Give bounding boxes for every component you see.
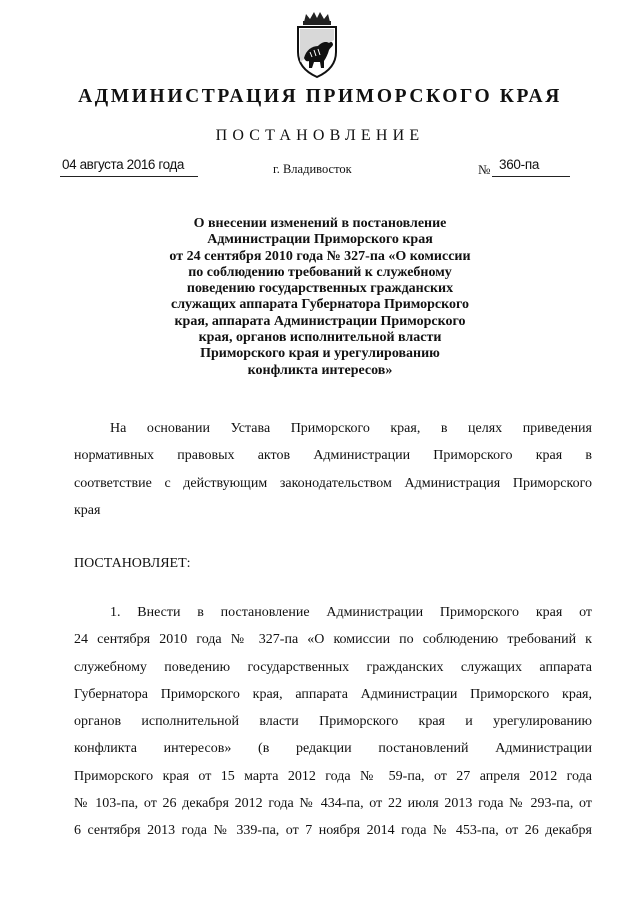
- paragraph-line: служебному поведению государственных гражданских служащих аппарата: [74, 659, 592, 675]
- heading-line: конфликта интересов»: [247, 362, 393, 378]
- heading-line: от 24 сентября 2010 года № 327-па «О комиссии: [169, 248, 471, 264]
- paragraph-line: На основании Устава Приморского края, в целях приведения: [110, 421, 592, 436]
- decree-word: ПОСТАНОВЛЯЕТ:: [74, 556, 191, 571]
- heading-line: края, аппарата Администрации Приморского: [174, 313, 466, 329]
- paragraph-line: края: [74, 502, 101, 518]
- heading-line: по соблюдению требований к служебному: [188, 264, 452, 280]
- paragraph-line: 24 сентября 2010 года № 327-па «О комиссии по соблюдению требований к: [74, 632, 592, 648]
- paragraph-line: № 103-па, от 26 декабря 2012 года № 434-па, от 22 июля 2013 года № 293-па, от: [74, 796, 592, 812]
- number-underline: [492, 176, 570, 177]
- heading-line: края, органов исполнительной власти: [198, 330, 442, 346]
- paragraph-line: конфликта интересов» (в редакции постановлений Администрации: [74, 741, 592, 757]
- heading-line: поведению государственных гражданских: [186, 281, 454, 297]
- coat-of-arms-icon: [286, 10, 348, 80]
- heading-line: Приморского края и урегулированию: [200, 346, 440, 362]
- paragraph-line: Губернатора Приморского края, аппарата Администрации Приморского края,: [74, 686, 592, 702]
- paragraph-line: Приморского края от 15 марта 2012 года № 59-па, от 27 апреля 2012 года: [74, 768, 592, 784]
- document-city: г. Владивосток: [273, 162, 352, 176]
- document-type: ПОСТАНОВЛЕНИЕ: [215, 127, 425, 144]
- paragraph-line: 6 сентября 2013 года № 339-па, от 7 ноября 2014 года № 453-па, от 26 декабря: [74, 823, 592, 839]
- heading-line: служащих аппарата Губернатора Приморского: [170, 297, 469, 313]
- heading-line: О внесении изменений в постановление: [193, 216, 447, 231]
- heading-line: Администрации Приморского края: [207, 232, 433, 248]
- paragraph-line: 1. Внести в постановление Администрации Приморского края от: [110, 605, 592, 620]
- number-sign: №: [478, 162, 491, 177]
- preamble-paragraph: [74, 415, 592, 524]
- paragraph-line: соответствие с действующим законодательством Администрация Приморского: [74, 475, 592, 491]
- document-heading: [120, 216, 520, 379]
- paragraph-line: нормативных правовых актов Администрации Приморского края в: [74, 448, 592, 464]
- paragraph-line: органов исполнительной власти Приморского края и урегулированию: [74, 714, 592, 730]
- clause-1-paragraph: [74, 599, 592, 845]
- document-number: 360-па: [499, 157, 540, 172]
- date-underline: [60, 176, 198, 177]
- document-date: 04 августа 2016 года: [62, 157, 185, 172]
- organization-title: АДМИНИСТРАЦИЯ ПРИМОРСКОГО КРАЯ: [78, 86, 562, 107]
